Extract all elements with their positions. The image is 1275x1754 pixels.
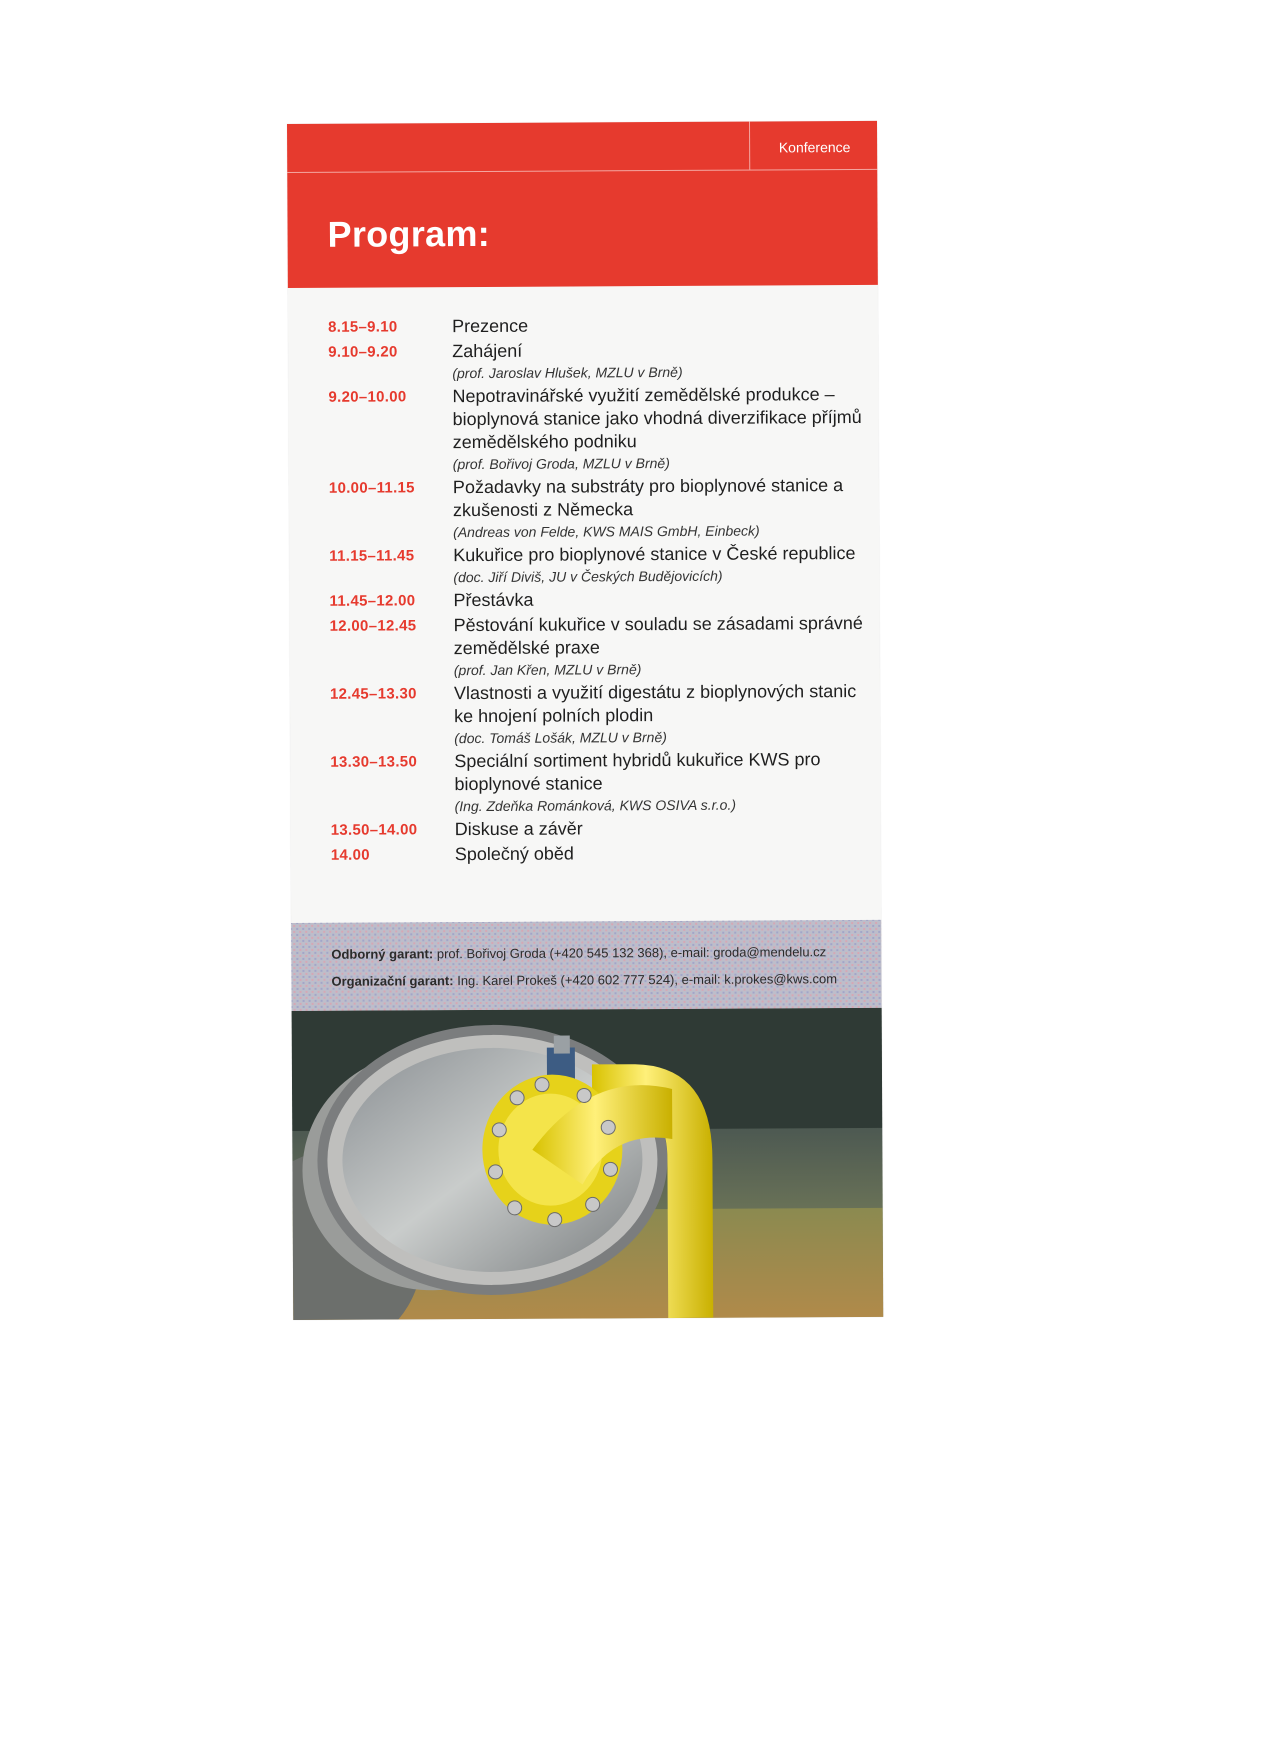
biogas-pipe-photo (292, 1008, 884, 1320)
schedule-time: 8.15–9.10 (328, 318, 398, 336)
schedule-item (328, 383, 863, 475)
schedule-topic: Kukuřice pro bioplynové stanice v České republice (453, 543, 856, 566)
schedule-topic: Diskuse a závěr (454, 818, 583, 840)
schedule-time: 12.00–12.45 (329, 617, 417, 635)
schedule-speaker: (prof. Bořivoj Groda, MZLU v Brně) (452, 455, 670, 473)
schedule-speaker: (prof. Jan Křen, MZLU v Brně) (453, 661, 642, 679)
organizacni-garant-value: Ing. Karel Prokeš (+420 602 777 524), e-mail: k.prokes@kws.com (457, 971, 838, 989)
schedule-time: 12.45–13.30 (329, 685, 417, 703)
schedule-content (455, 841, 866, 866)
schedule-item (329, 587, 864, 613)
schedule-content (455, 816, 866, 841)
header-divider (749, 122, 750, 170)
schedule-content (454, 680, 865, 748)
schedule-content (453, 542, 864, 587)
schedule-speaker: (doc. Jiří Diviš, JU v Českých Budějovicích) (453, 567, 723, 586)
schedule-topic: Nepotravinářské využití zemědělské produkce – bioplynová stanice jako vhodná diverzifikace příjmů zemědělského podniku (452, 384, 862, 453)
schedule-item (329, 474, 864, 543)
schedule-topic: Prezence (452, 315, 529, 337)
odborny-garant-label: Odborný garant: (331, 946, 434, 962)
schedule-time: 11.45–12.00 (329, 592, 416, 610)
conference-flyer (287, 121, 883, 1320)
schedule-topic: Pěstování kukuřice v souladu se zásadami správné zemědělské praxe (453, 612, 863, 659)
schedule-time: 13.30–13.50 (330, 753, 418, 771)
schedule-item (328, 313, 863, 339)
page-title: Program: (327, 212, 491, 255)
schedule-content (453, 474, 864, 542)
garant-box (291, 920, 881, 1011)
section-tag: Konference (778, 139, 851, 156)
schedule-topic: Speciální sortiment hybridů kukuřice KWS pro bioplynové stanice (454, 749, 821, 795)
schedule-topic: Vlastnosti a využití digestátu z bioplynových stanic ke hnojení polních plodin (453, 681, 857, 727)
schedule-topic: Přestávka (453, 589, 534, 611)
schedule-time: 9.10–9.20 (328, 343, 398, 361)
schedule-time: 10.00–11.15 (328, 479, 415, 497)
header-rule (287, 169, 877, 173)
schedule-time: 14.00 (330, 846, 370, 864)
schedule-item (330, 680, 865, 749)
schedule-content (452, 383, 863, 474)
schedule-time: 9.20–10.00 (328, 388, 407, 406)
schedule-item (331, 816, 866, 842)
schedule-item (330, 748, 865, 817)
schedule-speaker: (doc. Tomáš Lošák, MZLU v Brně) (454, 729, 667, 747)
schedule-item (329, 542, 864, 588)
schedule-topic: Zahájení (452, 340, 523, 362)
schedule-content (454, 612, 865, 680)
schedule-content (452, 313, 863, 338)
odborny-garant-value: prof. Bořivoj Groda (+420 545 132 368), e-mail: groda@mendelu.cz (436, 944, 827, 962)
schedule-item (328, 338, 863, 384)
schedule-speaker: (Andreas von Felde, KWS MAIS GmbH, Einbeck) (453, 522, 760, 541)
schedule-content (453, 587, 864, 612)
organizacni-garant-label: Organizační garant: (331, 973, 454, 989)
schedule-time: 11.15–11.45 (329, 547, 415, 565)
odborny-garant (331, 944, 826, 962)
schedule-topic: Společný oběd (454, 843, 574, 865)
organizacni-garant (331, 971, 837, 989)
schedule-speaker: (Ing. Zdeňka Románková, KWS OSIVA s.r.o.) (454, 796, 737, 815)
schedule-item (330, 612, 865, 681)
schedule-topic: Požadavky na substráty pro bioplynové stanice a zkušenosti z Německa (452, 475, 844, 521)
schedule-content (454, 748, 865, 816)
schedule-speaker: (prof. Jaroslav Hlušek, MZLU v Brně) (452, 363, 683, 382)
schedule-time: 13.50–14.00 (330, 821, 418, 839)
pipe-illustration (292, 1008, 884, 1320)
schedule-content (452, 338, 863, 383)
program-schedule (328, 313, 866, 869)
schedule-item (331, 841, 866, 867)
flyer-header (287, 121, 878, 288)
